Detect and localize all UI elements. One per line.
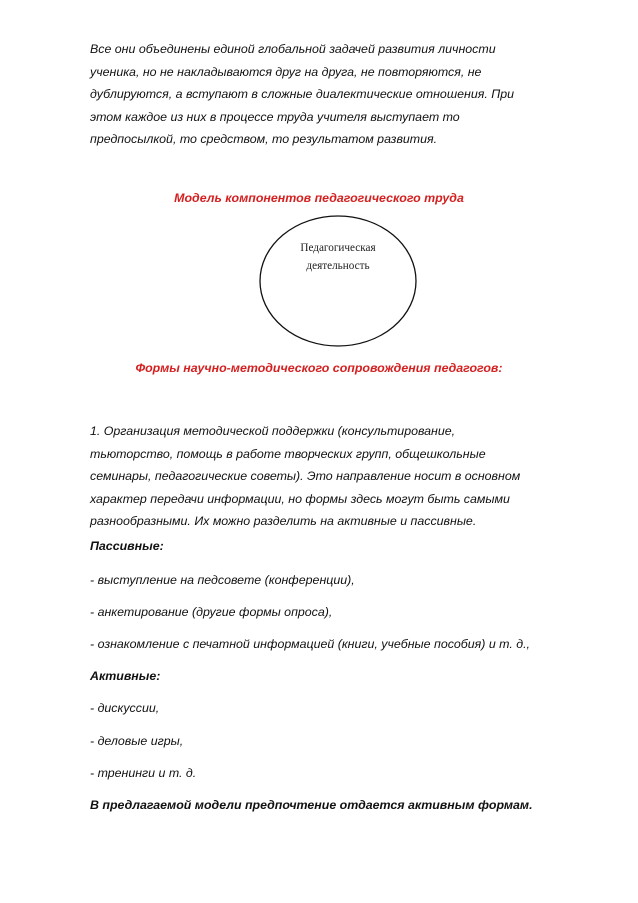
active-item: - дискуссии, [90,701,160,715]
item1-paragraph [90,420,590,533]
paragraph-line: семинары, педагогические советы). Это направление носит в основном [90,469,521,483]
active-item: - деловые игры, [90,734,184,748]
circle-outline [260,216,416,346]
paragraph-line: характер передачи информации, но формы здесь могут быть самыми [90,491,510,506]
passive-item: - анкетирование (другие формы опроса), [90,605,333,619]
active-item: - тренинги и т. д. [90,766,197,780]
forms-heading: Формы научно-методического сопровождения педагогов: [135,361,503,375]
paragraph-line: этом каждое из них в процессе труда учителя выступает то [90,109,460,124]
paragraph-line: разнообразными. Их можно разделить на активные и пассивные. [90,514,477,528]
paragraph-line: ученика, но не накладываются друг на друга, не повторяются, не [90,64,482,79]
pedagogical-activity-circle [258,214,418,348]
intro-paragraph [90,38,590,151]
paragraph-line: дублируются, а вступают в сложные диалектические отношения. При [90,87,514,101]
conclusion: В предлагаемой модели предпочтение отдается активным формам. [90,798,533,812]
paragraph-line: тьюторство, помощь в работе творческих групп, общешкольные [90,446,486,461]
active-title: Активные: [90,669,161,683]
model-heading: Модель компонентов педагогического труда [174,191,464,205]
paragraph-line: Все они объединены единой глобальной задачей развития личности [90,42,496,56]
passive-item: - выступление на педсовете (конференции), [90,573,355,587]
paragraph-line: предпосылкой, то средством, то результатом развития. [90,132,438,146]
circle-label-line: деятельность [306,260,370,272]
circle-label [288,239,388,275]
circle-label-line: Педагогическая [300,242,376,254]
passive-title: Пассивные: [90,539,164,553]
passive-item: - ознакомление с печатной информацией (книги, учебные пособия) и т. д., [90,637,530,651]
paragraph-line: 1. Организация методической поддержки (консультирование, [90,424,456,438]
